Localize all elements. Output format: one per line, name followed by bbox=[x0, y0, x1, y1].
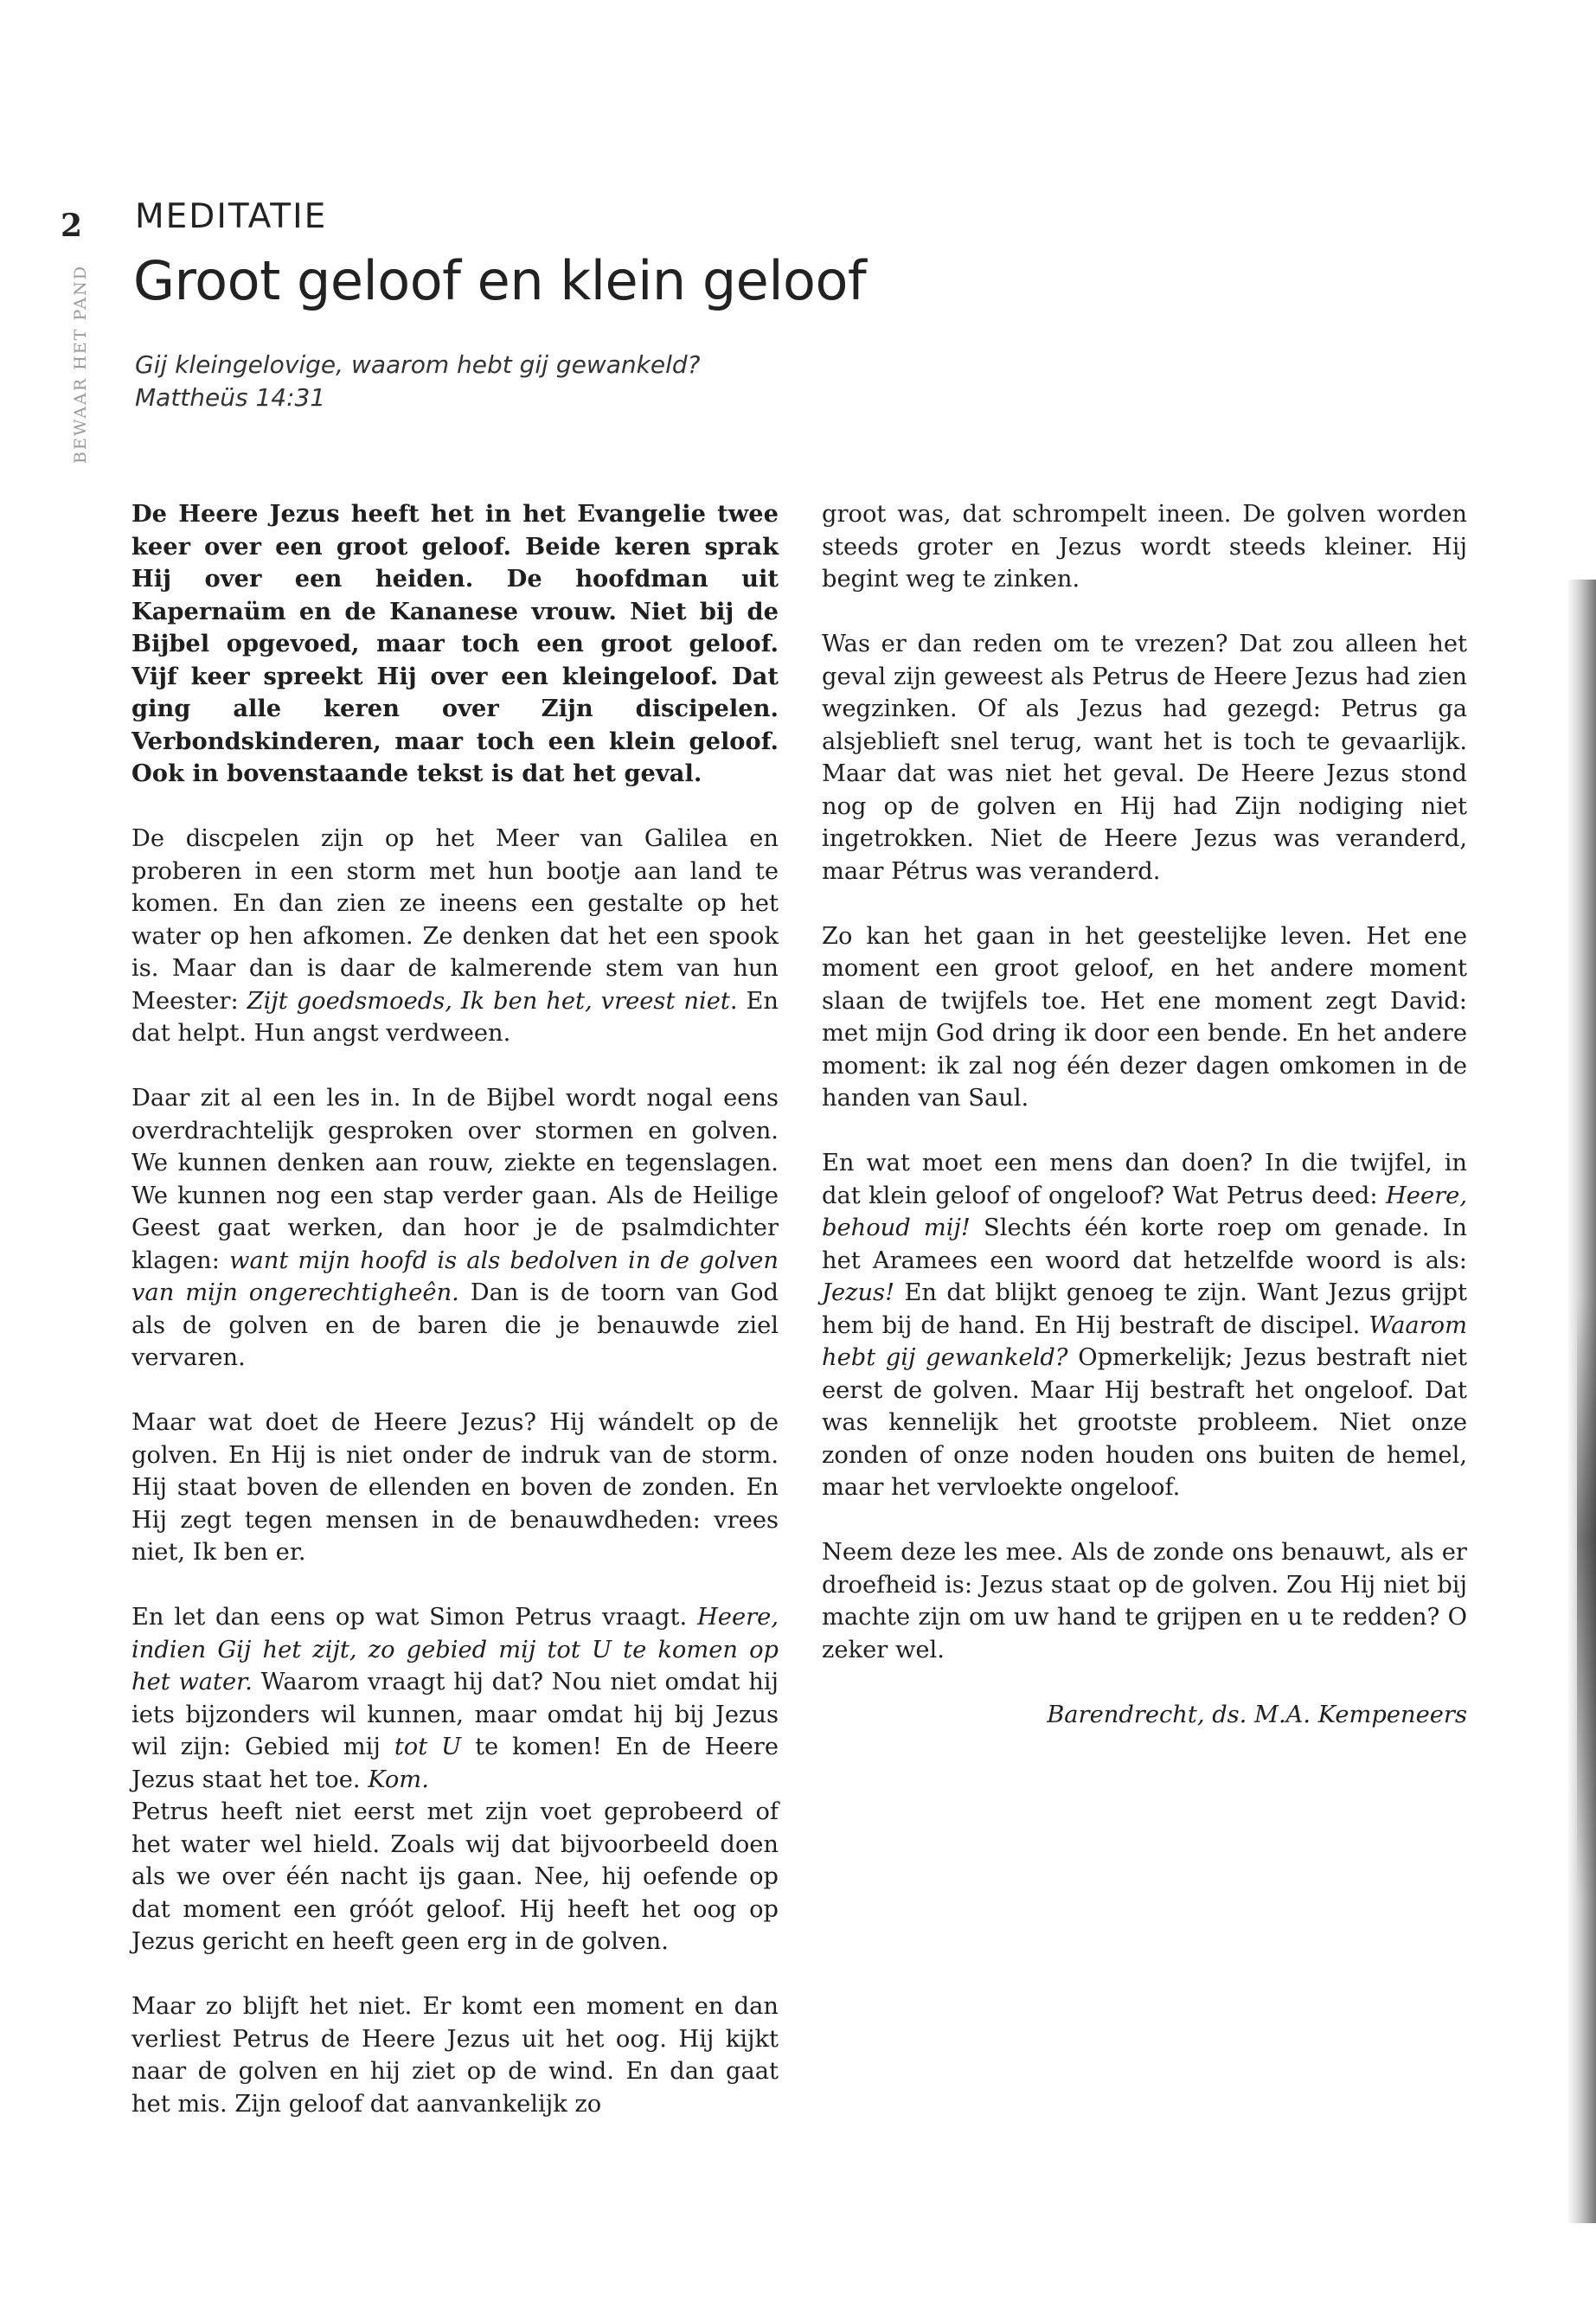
running-header-vertical bbox=[67, 260, 93, 476]
section-label: MEDITATIE bbox=[135, 197, 328, 236]
paragraph: Zo kan het gaan in het geestelijke leven. Het ene moment een groot geloof, en het andere moment slaan de twijfels toe. Het ene moment zegt David: met mijn God dring ik door een bende. En het andere moment: ik zal nog één dezer dagen omkomen in de handen van Saul. bbox=[822, 922, 1467, 1112]
article-title: Groot geloof en klein geloof bbox=[133, 249, 867, 312]
magazine-name: BEWAAR HET PAND bbox=[71, 265, 90, 464]
paragraph: En wat moet een mens dan doen? In die twijfel, in dat klein geloof of ongeloof? Wat Petrus deed: Heere, behoud mij! Slechts één korte roep om genade. In het Aramees een woord dat hetzelfde woord is als: Jezus! En dat blijkt genoeg te zijn. Want Jezus grijpt hem bij de hand. En Hij bestraft de discipel. Waarom hebt gij gewankeld? Opmerkelijk; Jezus bestraft niet eerst de golven. Maar Hij bestraft het ongeloof. Dat was kennelijk het grootste probleem. Niet onze zonden of onze noden houden ons buiten de hemel, maar het vervloekte ongeloof. bbox=[822, 1150, 1467, 1501]
paragraph: Maar wat doet de Heere Jezus? Hij wándelt op de golven. En Hij is niet onder de indruk van de storm. Hij staat boven de ellenden en boven de zonden. En Hij zegt tegen mensen in de benauwdheden: vrees niet, Ik ben er. bbox=[131, 1409, 779, 1566]
paragraph: En let dan eens op wat Simon Petrus vraagt. Heere, indien Gij het zijt, zo gebied mij tot U te komen op het water. Waarom vraagt hij dat? Nou niet omdat hij iets bijzonders wil kunnen, maar omdat hij bij Jezus wil zijn: Gebied mij tot U te komen! En de Heere Jezus staat het toe. Kom. bbox=[131, 1604, 779, 1793]
article-column-right bbox=[822, 498, 1467, 1764]
scan-edge-shadow bbox=[1577, 1298, 1596, 1903]
paragraph: Daar zit al een les in. In de Bijbel wordt nogal eens overdrachtelijk gesproken over stormen en golven. We kunnen denken aan rouw, ziekte en tegenslagen. We kunnen nog een stap verder gaan. Als de Heilige Geest gaat werken, dan hoor je de psalmdichter klagen: want mijn hoofd is als bedolven in de golven van mijn ongerechtigheên. Dan is de toorn van God als de golven en de baren die je benauwde ziel vervaren. bbox=[131, 1085, 779, 1371]
lead-paragraph: De Heere Jezus heeft het in het Evangelie twee keer over een groot geloof. Beide keren sprak Hij over een heiden. De hoofdman uit Kapernaüm en de Kananese vrouw. Niet bij de Bijbel opgevoed, maar toch een groot geloof. Vijf keer spreekt Hij over een kleingeloof. Dat ging alle keren over Zijn discipelen. Verbondskinderen, maar toch een klein geloof. Ook in bovenstaande tekst is dat het geval. bbox=[131, 500, 779, 787]
epigraph-reference: Mattheüs 14:31 bbox=[135, 383, 326, 412]
paragraph: De discpelen zijn op het Meer van Galilea en proberen in een storm met hun bootje aan land te komen. En dan zien ze ineens een gestalte op het water op hen afkomen. Ze denken dat het een spook is. Maar dan is daar de kalmerende stem van hun Meester: Zijt goedsmoeds, Ik ben het, vreest niet. En dat helpt. Hun angst verdween. bbox=[131, 825, 779, 1047]
epigraph bbox=[135, 349, 701, 414]
paragraph: Petrus heeft niet eerst met zijn voet geprobeerd of het water wel hield. Zoals wij dat bijvoorbeeld doen als we over één nacht ijs gaan. Nee, hij oefende op dat moment een gróót geloof. Hij heeft het oog op Jezus gericht en heeft geen erg in de golven. bbox=[131, 1798, 779, 1955]
paragraph: Was er dan reden om te vrezen? Dat zou alleen het geval zijn geweest als Petrus de Heere Jezus had zien wegzinken. Of als Jezus had gezegd: Petrus ga alsjeblieft snel terug, want het is toch te gevaarlijk. Maar dat was niet het geval. De Heere Jezus stond nog op de golven en Hij had Zijn nodiging niet ingetrokken. Niet de Heere Jezus was veranderd, maar Pétrus was veranderd. bbox=[822, 631, 1467, 885]
paragraph: Neem deze les mee. Als de zonde ons benauwt, als er droefheid is: Jezus staat op de golven. Zou Hij niet bij machte zijn om uw hand te grijpen en u te redden? O zeker wel. bbox=[822, 1539, 1467, 1663]
author-signature: Barendrecht, ds. M.A. Kempeneers bbox=[1047, 1701, 1467, 1728]
paragraph-continued: Maar zo blijft het niet. Er komt een moment en dan verliest Petrus de Heere Jezus uit het oog. Hij kijkt naar de golven en hij ziet op de wind. En dan gaat het mis. Zijn geloof dat aanvankelijk zo bbox=[131, 1993, 779, 2118]
paragraph-continuation: groot was, dat schrompelt ineen. De golven worden steeds groter en Jezus wordt steeds kleiner. Hij begint weg te zinken. bbox=[822, 501, 1467, 593]
article-column-left bbox=[131, 498, 779, 2153]
epigraph-quote: Gij kleingelovige, waarom hebt gij gewankeld? bbox=[135, 350, 701, 379]
page-number: 2 bbox=[61, 208, 83, 244]
